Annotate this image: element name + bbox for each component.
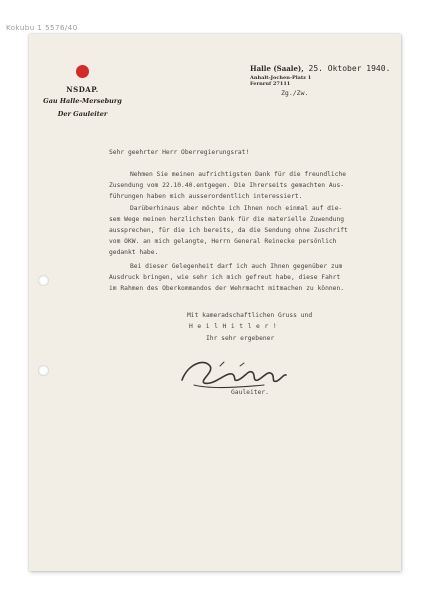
body-line: sem Wege meinen herzlichsten Dank für die materielle Zuwendung bbox=[109, 216, 345, 223]
letterhead-gau: Gau Halle-Merseburg bbox=[43, 97, 122, 105]
letterhead-office: Der Gauleiter bbox=[57, 110, 108, 118]
punch-hole bbox=[38, 275, 49, 286]
reference-mark: Zg./Zw. bbox=[281, 89, 309, 97]
letterhead-party: NSDAP. bbox=[66, 85, 99, 94]
signatory-title: Gauleiter. bbox=[231, 389, 269, 396]
body-line: führungen haben mich ausserordentlich interessiert. bbox=[109, 193, 303, 200]
closing-regards: Ihr sehr ergebener bbox=[206, 335, 275, 342]
punch-hole bbox=[38, 365, 49, 376]
body-line: im Rahmen des Oberkommandos der Wehrmacht mitmachen zu können. bbox=[109, 285, 345, 292]
dateline-city: Halle (Saale), bbox=[250, 64, 304, 73]
archive-pencil-note: Kokubu 1 5576/40 bbox=[6, 24, 78, 32]
body-line: vom OKW. an mich gelangte, Herrn General Reinecke persönlich bbox=[109, 238, 337, 245]
party-emblem-icon bbox=[76, 65, 89, 78]
dateline-date: 25. Oktober 1940. bbox=[308, 64, 391, 73]
dateline bbox=[250, 64, 390, 73]
dateline-phone: Fernruf 27111 bbox=[250, 81, 291, 87]
body-line: gedankt habe. bbox=[109, 249, 159, 256]
body-line: Bei dieser Gelegenheit darf ich auch Ihnen gegenüber zum bbox=[130, 263, 343, 270]
body-line: Nehmen Sie meinen aufrichtigsten Dank für die freundliche bbox=[130, 171, 347, 178]
body-line: Zusendung vom 22.10.40.entgegen. Die Ihrerseits gemachten Aus- bbox=[109, 182, 345, 189]
closing-line: Mit kameradschaftlichen Gruss und bbox=[187, 312, 313, 319]
dateline-address: Anhalt-Jochen-Platz 1 bbox=[250, 75, 312, 81]
salutation: Sehr geehrter Herr Oberregierungsrat! bbox=[109, 149, 250, 156]
body-line: Darüberhinaus aber möchte ich Ihnen noch einmal auf die- bbox=[130, 205, 343, 212]
closing-heil: H e i l H i t l e r ! bbox=[189, 323, 278, 330]
body-line: Ausdruck bringen, wie sehr ich mich gefreut habe, diese Fahrt bbox=[109, 274, 341, 281]
letter-sheet bbox=[29, 34, 401, 571]
body-line: aussprechen, für die ich bereits, da die Sendung ohne Zuschrift bbox=[109, 227, 348, 234]
